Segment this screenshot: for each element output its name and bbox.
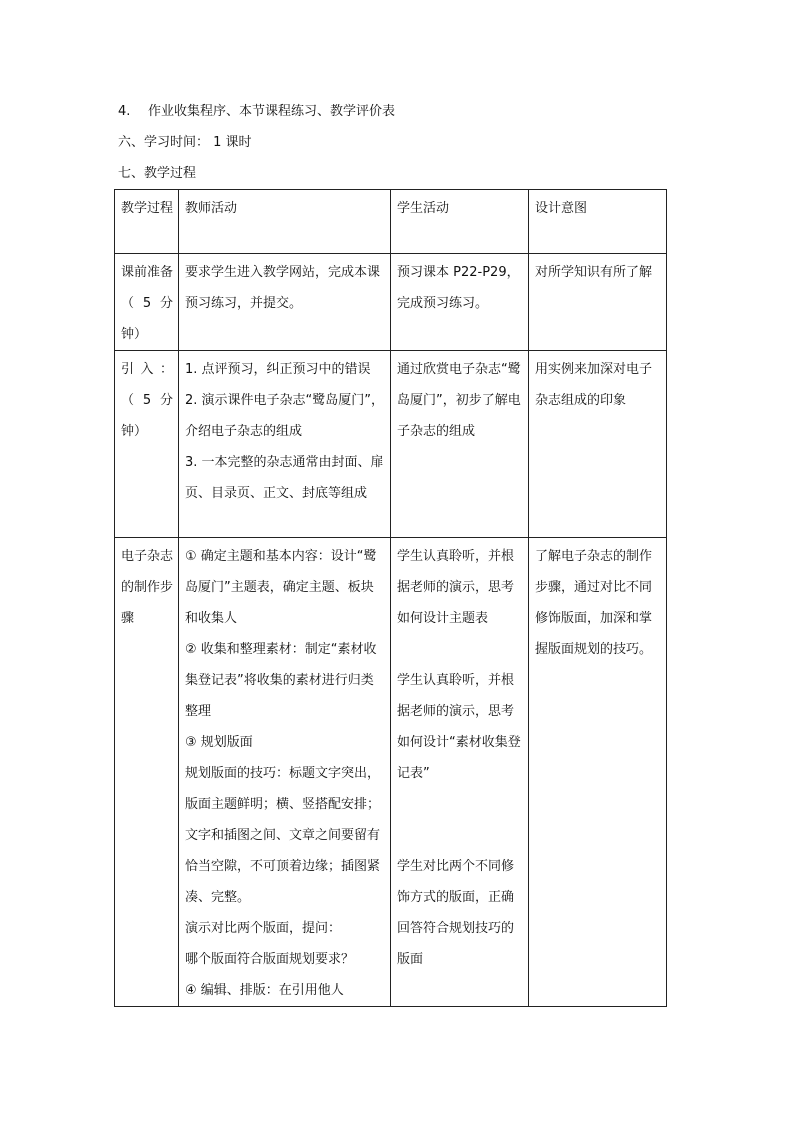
teacher-step: 2. 演示课件电子杂志“鹭岛厦门”，介绍电子杂志的组成 bbox=[185, 393, 385, 439]
teaching-process-table bbox=[114, 189, 667, 1007]
teacher-step: 哪个版面符合版面规划要求？ bbox=[185, 952, 355, 967]
header-intent: 设计意图 bbox=[529, 190, 667, 254]
teacher-step: ③ 规划版面 bbox=[185, 735, 253, 750]
table-row bbox=[115, 351, 667, 538]
student-cell: 预习课本 P22-P29，完成预习练习。 bbox=[391, 254, 529, 351]
student-activity: 学生认真聆听，并根据老师的演示，思考如何设计主题表 bbox=[397, 549, 515, 626]
table-row bbox=[115, 254, 667, 351]
table-header-row bbox=[115, 190, 667, 254]
header-student: 学生活动 bbox=[391, 190, 529, 254]
teacher-cell bbox=[179, 538, 391, 1007]
teacher-step: 3. 一本完整的杂志通常由封面、扉页、目录页、正文、封底等组成 bbox=[185, 455, 384, 501]
header-teacher: 教师活动 bbox=[179, 190, 391, 254]
student-activity: 学生对比两个不同修饰方式的版面，正确回答符合规划技巧的版面 bbox=[397, 859, 515, 967]
item-number: 4. bbox=[118, 104, 131, 119]
teacher-step: 规划版面的技巧：标题文字突出，版面主题鲜明；横、竖搭配安排；文字和插图之间、文章之间要留有恰当空隙，不可顶着边缘；插图紧凑、完整。 bbox=[185, 766, 381, 905]
student-cell: 通过欣赏电子杂志“鹭岛厦门”，初步了解电子杂志的组成 bbox=[391, 351, 529, 538]
item-text: 作业收集程序、本节课程练习、教学评价表 bbox=[148, 104, 396, 119]
homework-item-line bbox=[118, 102, 395, 122]
teacher-cell bbox=[179, 351, 391, 538]
intent-cell: 对所学知识有所了解 bbox=[529, 254, 667, 351]
intent-cell: 了解电子杂志的制作步骤，通过对比不同修饰版面，加深和掌握版面规划的技巧。 bbox=[529, 538, 667, 1007]
teacher-step: ② 收集和整理素材：制定“素材收集登记表”将收集的素材进行归类整理 bbox=[185, 642, 377, 719]
teacher-step: ① 确定主题和基本内容：设计“鹭岛厦门”主题表，确定主题、板块和收集人 bbox=[185, 549, 377, 626]
teacher-step: ④ 编辑、排版：在引用他人 bbox=[185, 983, 344, 998]
stage-cell: 引入：（5分钟） bbox=[115, 351, 179, 538]
teacher-step: 1. 点评预习，纠正预习中的错误 bbox=[185, 362, 371, 377]
header-stage: 教学过程 bbox=[115, 190, 179, 254]
stage-cell: 课前准备（5分钟） bbox=[115, 254, 179, 351]
process-heading: 七、教学过程 bbox=[118, 166, 197, 181]
student-cell bbox=[391, 538, 529, 1007]
teacher-step: 演示对比两个版面，提问： bbox=[185, 921, 342, 936]
teacher-cell: 要求学生进入教学网站，完成本课预习练习，并提交。 bbox=[179, 254, 391, 351]
table-row bbox=[115, 538, 667, 1007]
student-activity: 学生认真聆听，并根据老师的演示，思考如何设计“素材收集登记表” bbox=[397, 673, 521, 781]
stage-cell: 电子杂志的制作步骤 bbox=[115, 538, 179, 1007]
intent-cell: 用实例来加深对电子杂志组成的印象 bbox=[529, 351, 667, 538]
study-time-line: 六、学习时间： 1 课时 bbox=[118, 135, 252, 150]
